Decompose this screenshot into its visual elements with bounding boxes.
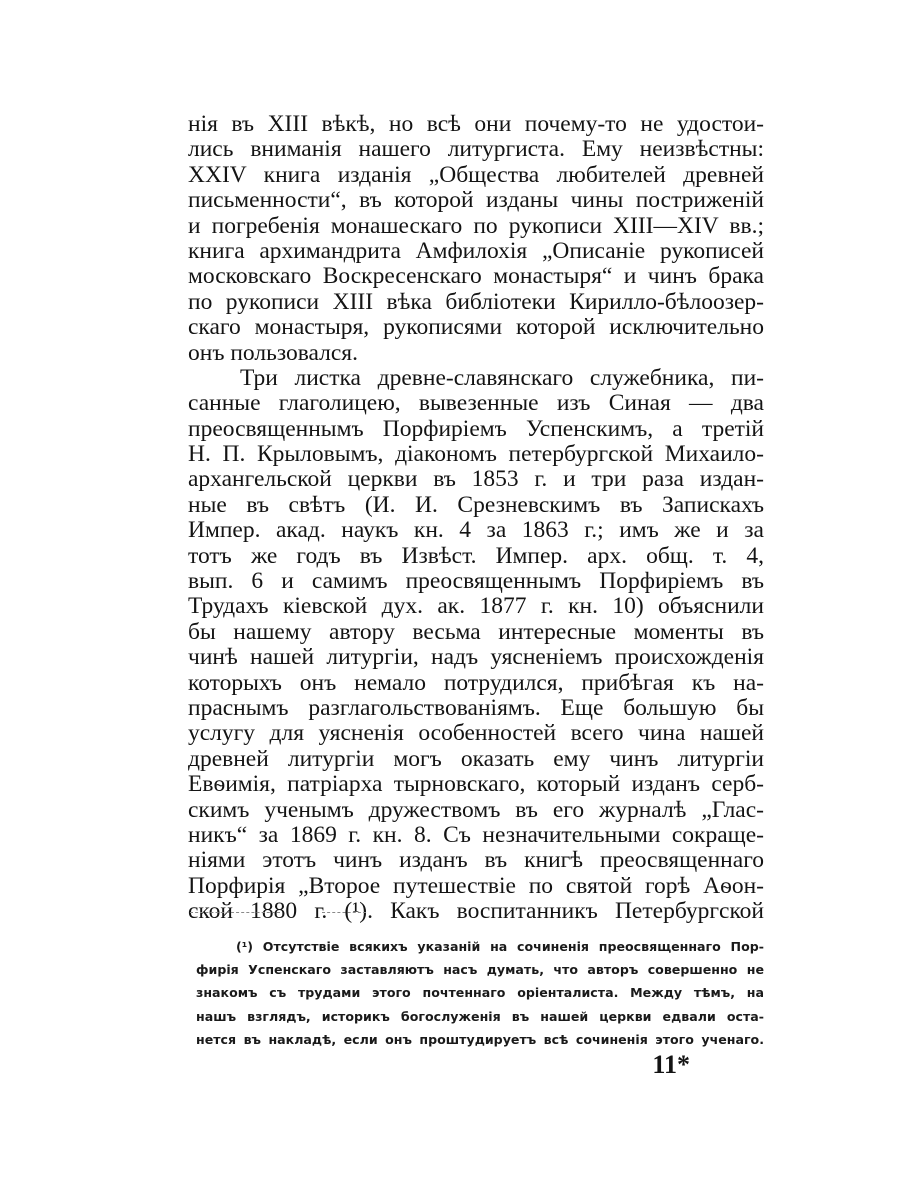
footnote-line: нется въ накладѣ, если онъ проштудируетъ всѣ сочиненія этого ученаго. <box>196 1031 764 1047</box>
text-line: онъ пользовался. <box>188 339 358 366</box>
text-line: Три листка древне-славянскаго служебника, пи- <box>240 364 764 391</box>
text-line: ніями этотъ чинъ изданъ въ книгѣ преосвященнаго <box>188 847 764 874</box>
text-line: скаго монастыря, рукописями которой исключительно <box>188 314 764 341</box>
main-text <box>188 112 764 925</box>
text-line: чинѣ нашей литургіи, надъ уясненіемъ происхожденія <box>188 644 764 671</box>
page-number: 11* <box>652 1050 690 1079</box>
text-line: тотъ же годъ въ Извѣст. Импер. арх. общ. т. 4, <box>188 542 764 569</box>
text-line: и погребенія монашескаго по рукописи XIII—XIV вв.; <box>188 212 764 239</box>
footnotes <box>196 935 764 1051</box>
text-line: лись вниманія нашего литургиста. Ему неизвѣстны: <box>188 136 764 163</box>
text-line: Импер. акад. наукъ кн. 4 за 1863 г.; имъ же и за <box>188 517 764 544</box>
text-line: санные глаголицею, вывезенные изъ Синая — два <box>188 390 764 417</box>
text-line: Евѳимія, патріарха тырновскаго, который изданъ серб- <box>188 771 764 798</box>
footnote-separator <box>322 912 366 913</box>
text-line: Трудахъ кіевской дух. ак. 1877 г. кн. 10) объяснили <box>188 593 764 620</box>
footnote-separator <box>190 912 280 913</box>
text-line: письменности“, въ которой изданы чины постриженій <box>188 187 764 214</box>
text-line: преосвященнымъ Порфиріемъ Успенскимъ, а третій <box>188 415 764 442</box>
text-line: архангельской церкви въ 1853 г. и три раза издан- <box>188 466 764 493</box>
text-line: Н. П. Крыловымъ, діакономъ петербургской Михаило- <box>188 441 764 468</box>
text-line: ные въ свѣтъ (И. И. Срезневскимъ въ Запискахъ <box>188 491 764 518</box>
text-line: которыхъ онъ немало потрудился, прибѣгая къ на- <box>188 669 764 696</box>
text-line: скимъ ученымъ дружествомъ въ его журналѣ „Глас- <box>188 796 764 823</box>
text-line: Порфирія „Второе путешествіе по святой горѣ Аѳон- <box>188 872 764 899</box>
text-line: вып. 6 и самимъ преосвященнымъ Порфиріемъ въ <box>188 568 764 595</box>
text-line: услугу для уясненія особенностей всего чина нашей <box>188 720 764 747</box>
text-line: нія въ XIII вѣкѣ, но всѣ они почему-то не удостои- <box>188 111 764 137</box>
footnote-line: (¹) Отсутствіе всякихъ указаній на сочиненія преосвященнаго Пор- <box>236 939 764 954</box>
text-line: никъ“ за 1869 г. кн. 8. Съ незначительными сокраще- <box>188 821 764 848</box>
text-line: бы нашему автору весьма интересные моменты въ <box>188 618 764 645</box>
text-line: древней литургіи могъ оказать ему чинъ литургіи <box>188 745 764 772</box>
footnote-line: нашъ взглядъ, историкъ богослуженія въ нашей церкви едвали оста- <box>196 1008 764 1024</box>
footnote-line: фирія Успенскаго заставляютъ насъ думать, что авторъ совершенно не <box>196 962 764 978</box>
text-line: праснымъ разглагольствованіямъ. Еще большую бы <box>188 694 764 721</box>
text-line: XXIV книга изданія „Общества любителей древней <box>188 161 764 188</box>
text-line: московскаго Воскресенскаго монастыря“ и чинъ брака <box>188 263 764 290</box>
text-line: книга архимандрита Амфилохія „Описаніе рукописей <box>188 237 764 264</box>
footnote-line: знакомъ съ трудами этого почтеннаго оріенталиста. Между тѣмъ, на <box>196 985 764 1001</box>
text-line: ской 1880 г. (¹). Какъ воспитанникъ Петербургской <box>188 898 764 925</box>
text-line: по рукописи XIII вѣка библіотеки Кирилло-бѣлоозер- <box>188 288 764 315</box>
